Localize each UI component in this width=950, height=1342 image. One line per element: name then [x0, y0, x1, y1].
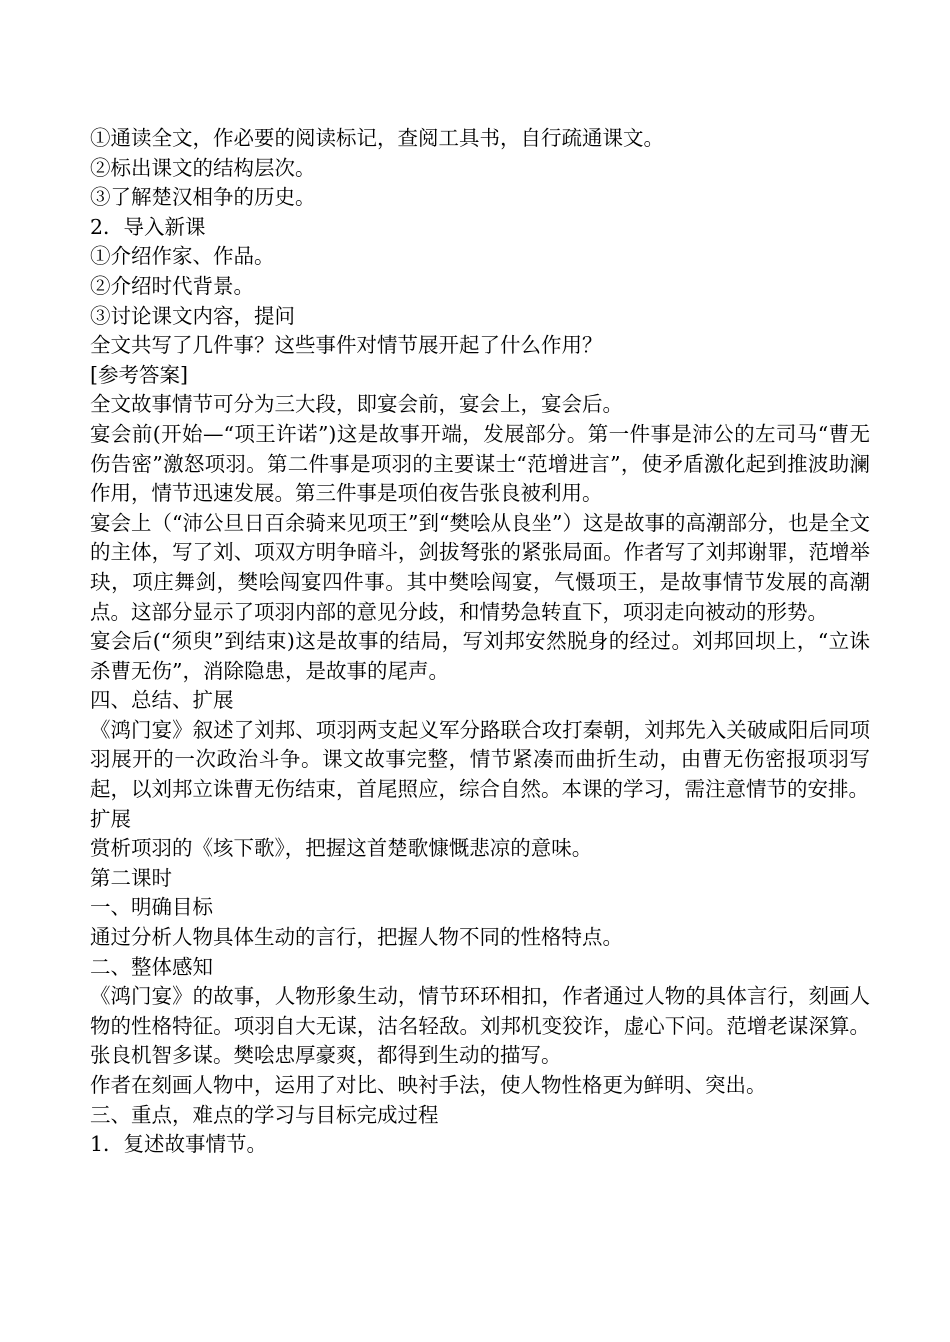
extension-heading: 扩展	[90, 806, 131, 831]
goal-heading: 一、明确目标	[90, 895, 213, 920]
section-heading-summary: 四、总结、扩展	[90, 688, 234, 713]
reference-answer-label: [参考答案]	[90, 362, 188, 387]
overview-heading: 二、整体感知	[90, 954, 213, 979]
intro-author: ①介绍作家、作品。	[90, 244, 275, 269]
retell-story-item: 1．复述故事情节。	[90, 1132, 268, 1157]
overview-paragraph: 《鸿门宴》的故事，人物形象生动，情节环环相扣，作者通过人物的具体言行，刻画人物的性格特征。项羽自大无谋，沽名轻敌。刘邦机变狡诈，虚心下问。范增老谋深算。张良机智多谋。樊哙忠厚豪爽，都得到生动的描写。	[90, 984, 870, 1068]
answer-before-banquet: 宴会前(开始—“项王许诺”)这是故事开端，发展部分。第一件事是沛公的左司马“曹无伤告密”激怒项羽。第二件事是项羽的主要谋士“范增进言”，使矛盾激化起到推波助澜作用，情节迅速发展。第三件事是项伯夜告张良被利用。	[90, 421, 870, 506]
answer-summary: 全文故事情节可分为三大段，即宴会前，宴会上，宴会后。	[90, 392, 623, 417]
lesson-two-heading: 第二课时	[90, 865, 172, 890]
section-heading-intro: 2．导入新课	[90, 214, 206, 239]
answer-at-banquet: 宴会上（“沛公旦日百余骑来见项王”到“樊哙从良坐”）这是故事的高潮部分，也是全文的主体，写了刘、项双方明争暗斗，剑拔弩张的紧张局面。作者写了刘邦谢罪，范增举玦，项庄舞剑，樊哙闯宴四件事。其中樊哙闯宴，气慑项王，是故事情节发展的高潮点。这部分显示了项羽内部的意见分歧，和情势急转直下，项羽走向被动的形势。	[90, 510, 870, 624]
question-text: 全文共写了几件事？这些事件对情节展开起了什么作用？	[90, 333, 603, 358]
summary-paragraph: 《鸿门宴》叙述了刘邦、项羽两支起义军分路联合攻打秦朝，刘邦先入关破咸阳后同项羽展开的一次政治斗争。课文故事完整，情节紧凑而曲折生动，由曹无伤密报项羽写起，以刘邦立诛曹无伤结束，首尾照应，综合自然。本课的学习，需注意情节的安排。	[90, 717, 870, 802]
intro-background: ②介绍时代背景。	[90, 273, 254, 298]
intro-discussion: ③讨论课文内容，提问	[90, 303, 295, 328]
answer-after-banquet: 宴会后(“须臾”到结束)这是故事的结局，写刘邦安然脱身的经过。刘邦回坝上，“立诛杀曹无伤”，消除隐患，是故事的尾声。	[90, 629, 870, 683]
step-read-through: ①通读全文，作必要的阅读标记，查阅工具书，自行疏通课文。	[90, 126, 664, 150]
key-points-heading: 三、重点，难点的学习与目标完成过程	[90, 1102, 439, 1127]
goal-text: 通过分析人物具体生动的言行，把握人物不同的性格特点。	[90, 925, 623, 950]
extension-text: 赏析项羽的《垓下歌》，把握这首楚歌慷慨悲凉的意味。	[90, 836, 593, 861]
document-body	[90, 124, 870, 1160]
step-mark-structure: ②标出课文的结构层次。	[90, 155, 316, 180]
technique-paragraph: 作者在刻画人物中，运用了对比、映衬手法，使人物性格更为鲜明、突出。	[90, 1073, 767, 1097]
step-history: ③了解楚汉相争的历史。	[90, 185, 316, 210]
